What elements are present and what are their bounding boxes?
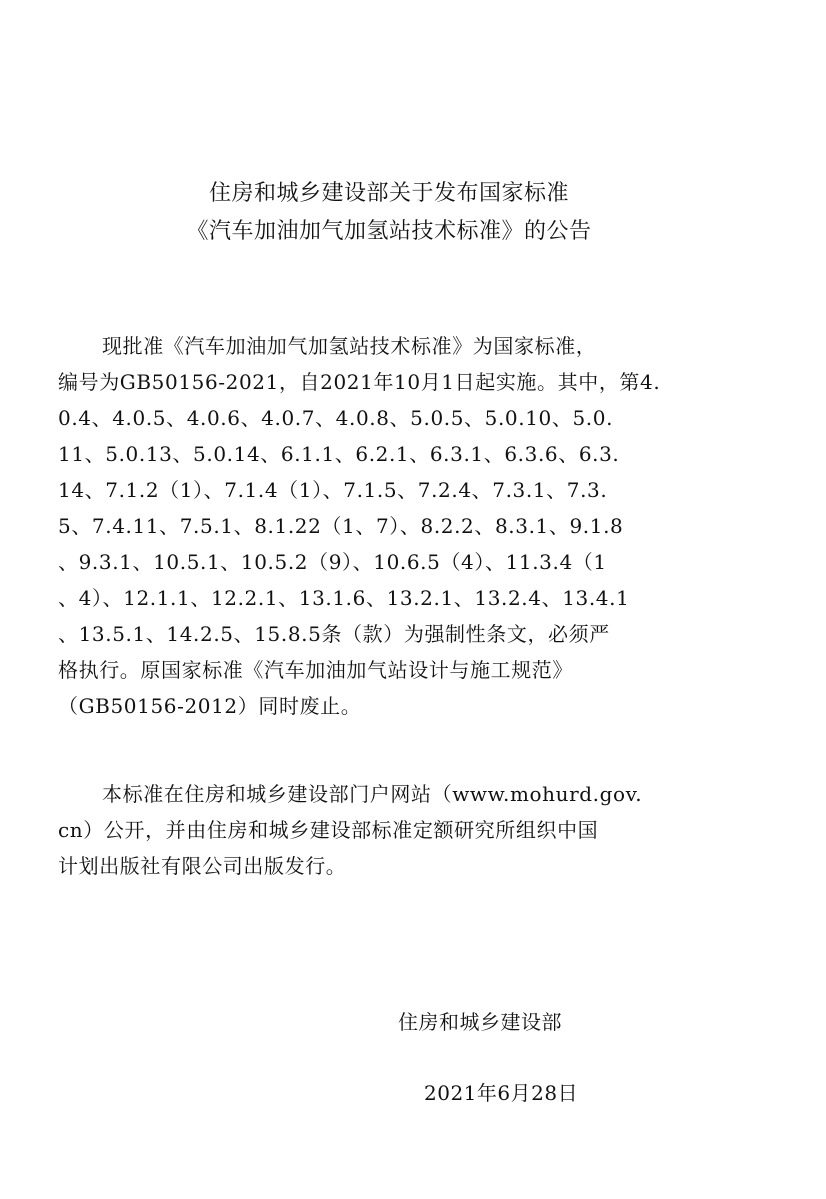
announcement-title-line-1: 住房和城乡建设部关于发布国家标准 [208, 181, 569, 206]
paragraph-line: （GB50156-2012）同时废止。 [58, 694, 362, 718]
paragraph-line: 计划出版社有限公司出版发行。 [58, 854, 347, 878]
announcement-title-line-2: 《汽车加油加气加氢站技术标准》的公告 [186, 219, 592, 244]
issue-date: 2021年6月28日 [424, 1081, 579, 1105]
paragraph-line: 、9.3.1、10.5.1、10.5.2（9）、10.6.5（4）、11.3.4（1 [58, 550, 607, 574]
paragraph-line: cn）公开，并由住房和城乡建设部标准定额研究所组织中国 [58, 818, 599, 842]
paragraph-line: 、4）、12.1.1、12.2.1、13.1.6、13.2.1、13.2.4、13.4.1 [58, 586, 630, 610]
paragraph-line: 编号为GB50156-2021，自2021年10月1日起实施。其中，第4. [58, 370, 661, 394]
paragraph-line: 本标准在住房和城乡建设部门户网站（www.mohurd.gov. [102, 782, 643, 806]
paragraph-line: 、13.5.1、14.2.5、15.8.5条（款）为强制性条文，必须严 [58, 622, 610, 646]
issuing-authority: 住房和城乡建设部 [398, 1010, 562, 1034]
paragraph-line: 0.4、4.0.5、4.0.6、4.0.7、4.0.8、5.0.5、5.0.10、5.0. [58, 406, 614, 430]
paragraph-line: 5、7.4.11、7.5.1、8.1.22（1、7）、8.2.2、8.3.1、9.1.8 [58, 514, 624, 538]
paragraph-line: 11、5.0.13、5.0.14、6.1.1、6.2.1、6.3.1、6.3.6、6.3. [58, 442, 620, 466]
paragraph-line: 现批准《汽车加油加气加氢站技术标准》为国家标准， [102, 334, 597, 358]
paragraph-line: 14、7.1.2（1）、7.1.4（1）、7.1.5、7.2.4、7.3.1、7.3. [58, 478, 608, 502]
paragraph-line: 格执行。原国家标准《汽车加油加气站设计与施工规范》 [58, 658, 573, 682]
